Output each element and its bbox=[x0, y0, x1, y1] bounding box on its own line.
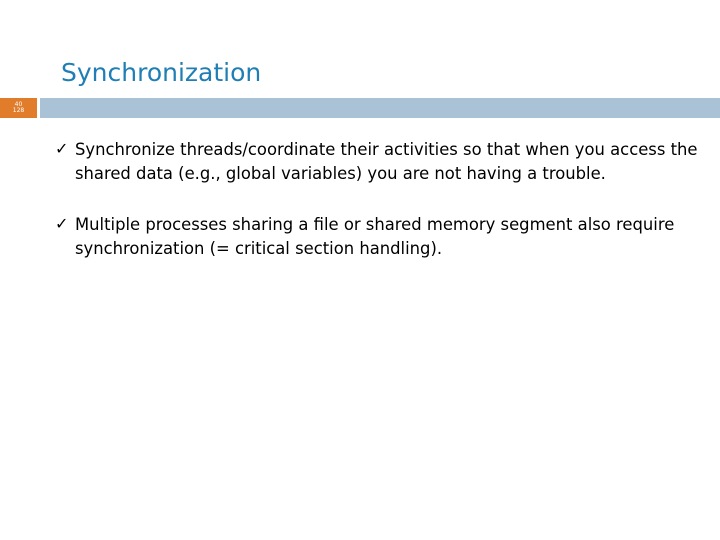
check-mark-icon: ✓ bbox=[55, 139, 69, 158]
slide-number bbox=[0, 98, 37, 118]
bullet-item bbox=[55, 138, 715, 186]
bullet-text: Synchronize threads/coordinate their activities so that when you access the shared data (e.g., global variables) you are not having a trouble. bbox=[75, 140, 698, 183]
bullet-item bbox=[55, 213, 715, 261]
title-divider-bar bbox=[40, 98, 720, 118]
slide-number-total: 128 bbox=[12, 107, 25, 114]
slide-number-current: 40 bbox=[14, 101, 23, 108]
bullet-text: Multiple processes sharing a ﬁle or shared memory segment also require synchronization (= critical section handling). bbox=[75, 215, 675, 258]
slide-title: Synchronization bbox=[61, 58, 262, 87]
bullet-list bbox=[55, 138, 715, 288]
check-mark-icon: ✓ bbox=[55, 214, 69, 233]
